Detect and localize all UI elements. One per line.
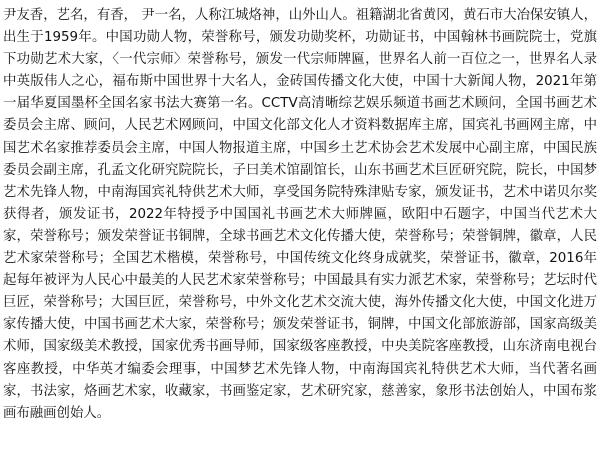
biography-paragraph: 尹友香，艺名，有香， 尹一名，人称江城烙神，山外山人。祖籍湖北省黄冈，黄石市大冶保安镇人，出生于1959年。中国功勋人物，荣誉称号，颁发功勋奖杯，功勋证书，中国翰林书画院院士，党旗下功勋艺术大家，〈一代宗师〉荣誉称号，颁发一代宗师牌匾，世界名人前一百位之一，世界名人录中英版伟人之心，福布斯中国世界十大名人，金砖国传播文化大使，中国十大新闻人物，2021年第一届华夏国墨杯全国名家书法大赛第一名。CCTV高清晰综艺娱乐频道书画艺术顾问，全国书画艺术委员会主席、顾问，人民艺术网顾问，中国文化部文化人才资料数据库主席，国宾礼书画网主席，中国艺术名家推荐委员会主席，中国人物报道主席，中国乡土艺术协会艺术发展中心副主席，中国民族委员会副主席，孔孟文化研究院院长，子曰美术馆副馆长，山东书画艺术巨匠研究院，院长，中国梦艺术先锋人物，中南海国宾礼特供艺术大师，享受国务院特殊津贴专家，颁发证书，艺术中诺贝尔奖获得者，颁发证书，2022年特授予中国国礼书画艺术大师牌匾，欧阳中石题字，中国当代艺术大家，荣誉称号；颁发荣誉证书铜牌，全球书画艺术文化传播大使，荣誉称号；荣誉铜牌，徽章，人民艺术家荣誉称号；全国艺术楷模，荣誉称号，中国传统文化终身成就奖，荣誉证书，徽章，2016年起每年被评为人民心中最美的人民艺术家荣誉称号；中国最具有实力派艺术家，荣誉称号；艺坛时代巨匠，荣誉称号；大国巨匠，荣誉称号，中外文化艺术交流大使，海外传播文化大使，中国文化进万家传播大使，中国书画艺术大家，荣誉称号；颁发荣誉证书，铜牌，中国文化部旅游部，国家高级美术师，国家级美术教授，国家优秀书画导师，国家级客座教授，中央美院客座教授，山东济南电视台客座教授，中华英才编委会理事，中国梦艺术先锋人物，中南海国宾礼特供艺术大师，当代著名画家，书法家，烙画艺术家，收藏家，书画鉴定家，艺术研究家，慈善家，象形书法创始人，中国布浆画布融画创始人。: [3, 8, 597, 421]
